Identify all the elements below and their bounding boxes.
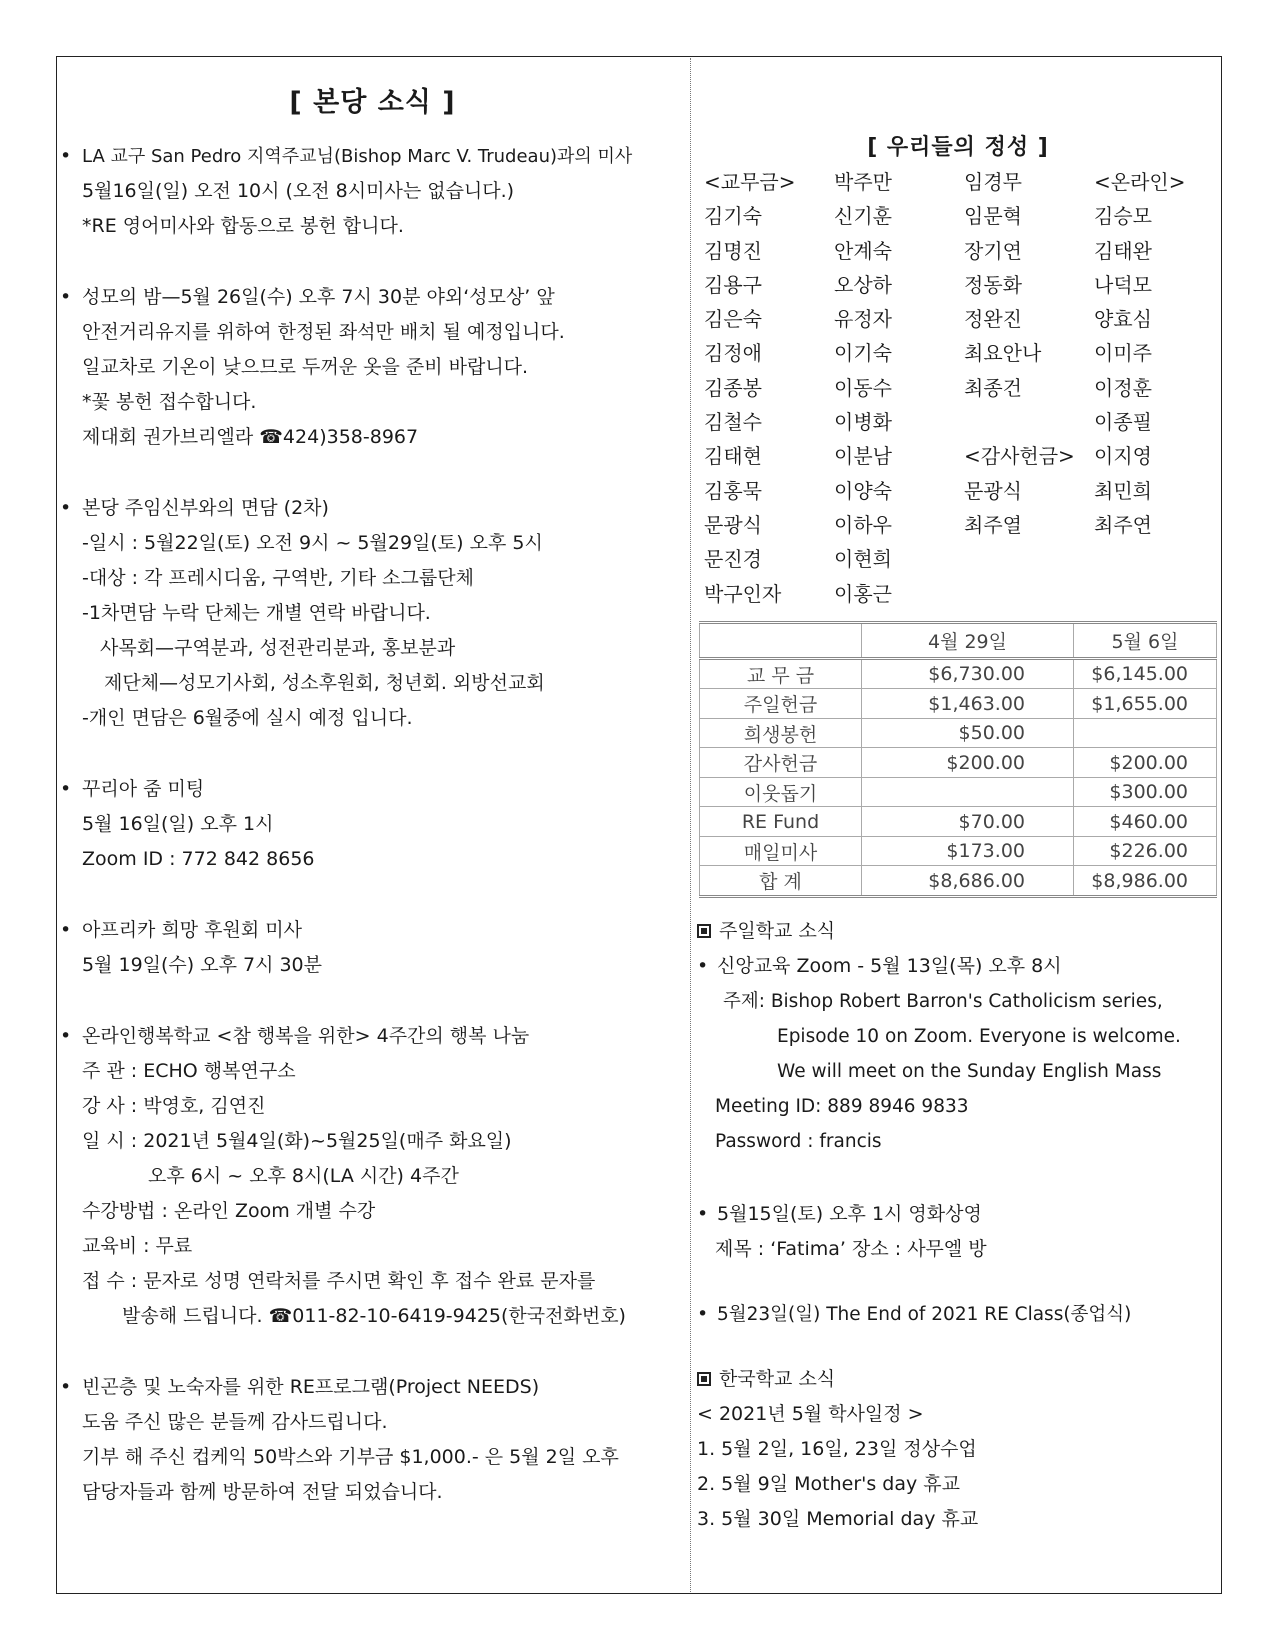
finance-header-cell: 4월 29일 [862,622,1074,658]
news-heading: • LA 교구 San Pedro 지역주교님(Bishop Marc V. Trudeau)과의 미사 [60,139,685,174]
finance-table [699,621,1217,898]
sunday-school-line: Password : francis [715,1130,882,1152]
donor-name: 김홍묵 [704,478,762,503]
offerings-column [697,130,1219,1537]
parish-news-column [60,70,685,1510]
korean-school-line: 2. 5월 9일 Mother's day 휴교 [697,1472,960,1495]
finance-label-cell: 합 계 [700,866,862,897]
news-line: -일시 : 5월22일(토) 오전 9시 ~ 5월29일(토) 오후 5시 [82,532,543,554]
finance-header-cell [700,622,862,658]
news-line: 강 사 : 박영호, 김연진 [82,1095,266,1117]
donor-name: 신기훈 [834,204,892,229]
news-line: 주 관 : ECHO 행복연구소 [82,1060,296,1082]
finance-row [700,689,1217,719]
news-heading: • 본당 주임신부와의 면담 (2차) [60,491,685,526]
donor-name: 이병화 [834,410,892,435]
news-line: 안전거리유지를 위하여 한정된 좌석만 배치 될 예정입니다. [82,321,565,343]
donor-name: 김용구 [704,272,762,297]
news-heading: • 빈곤층 및 노숙자를 위한 RE프로그램(Project NEEDS) [60,1370,685,1405]
donor-name: 최주열 [964,512,1022,537]
donor-name: 이현희 [834,547,892,572]
news-heading: • 성모의 밤—5월 26일(수) 오후 7시 30분 야외‘성모상’ 앞 [60,280,685,315]
donor-name: 문진경 [704,547,762,572]
donor-name: 안계숙 [834,238,892,263]
news-line: 5월 16일(일) 오후 1시 [82,813,274,835]
finance-value-cell: $173.00 [862,836,1074,866]
finance-header-cell: 5월 6일 [1074,622,1217,658]
section-title: 주일학교 소식 [719,919,836,942]
sunday-school-item: • 신앙교육 Zoom - 5월 13일(목) 오후 8시 [697,949,1219,984]
finance-value-cell: $300.00 [1074,777,1217,807]
korean-school-heading [697,1362,1219,1397]
donor-name: 이기숙 [834,341,892,366]
donor-name: <온라인> [1094,170,1186,194]
finance-value-cell: $6,730.00 [862,658,1074,689]
finance-value-cell: $70.00 [862,807,1074,837]
news-line: 일교차로 기온이 낮으므로 두꺼운 옷을 준비 바랍니다. [82,356,529,378]
donor-name: 유정자 [834,307,892,332]
news-happiness-school [60,1019,685,1334]
finance-value-cell: $200.00 [1074,748,1217,778]
news-line: 오후 6시 ~ 오후 8시(LA 시간) 4주간 [148,1165,459,1187]
news-line: 사목회—구역분과, 성전관리분과, 홍보분과 [100,637,456,659]
news-line: 접 수 : 문자로 성명 연락처를 주시면 확인 후 접수 완료 문자를 [82,1270,596,1292]
donor-name: <교무금> [704,170,796,194]
news-marian-night [60,280,685,455]
finance-row [700,866,1217,897]
donor-name: 김태현 [704,444,762,469]
donor-name [964,405,1094,439]
sunday-school-line: 제목 : ‘Fatima’ 장소 : 사무엘 방 [715,1237,987,1260]
donor-name: 이동수 [834,375,892,400]
donor-name: 문광식 [964,478,1022,503]
korean-school-line: 1. 5월 2일, 16일, 23일 정상수업 [697,1437,977,1460]
donor-name: 김태완 [1094,238,1152,263]
news-line: *RE 영어미사와 합동으로 봉헌 합니다. [82,215,404,237]
korean-school-line: 3. 5월 30일 Memorial day 휴교 [697,1507,979,1530]
column-divider [690,58,691,1592]
finance-value-cell: $1,655.00 [1074,689,1217,719]
finance-row [700,836,1217,866]
finance-row [700,807,1217,837]
donor-name [1094,577,1224,611]
donor-name: 오상하 [834,272,892,297]
news-line: 담당자들과 함께 방문하여 전달 되었습니다. [82,1481,443,1503]
donor-name: 이종필 [1094,410,1152,435]
finance-label-cell: 이웃돕기 [700,777,862,807]
square-bullet-icon [697,1372,711,1386]
news-line: 수강방법 : 온라인 Zoom 개별 수강 [82,1200,376,1222]
donor-name: 최종건 [964,375,1022,400]
donor-name: 최민희 [1094,478,1152,503]
finance-label-cell: 희생봉헌 [700,718,862,748]
news-line: 기부 해 주신 컵케익 50박스와 기부금 $1,000.- 은 5월 2일 오후 [82,1446,619,1468]
donor-name: 김기숙 [704,204,762,229]
news-curia-zoom [60,772,685,877]
news-bishop-mass [60,139,685,244]
sunday-school-line: Episode 10 on Zoom. Everyone is welcome. [777,1025,1181,1047]
news-heading: • 꾸리아 줌 미팅 [60,772,685,807]
finance-value-cell: $226.00 [1074,836,1217,866]
finance-row [700,718,1217,748]
donor-name [1094,542,1224,576]
donor-name: 양효심 [1094,307,1152,332]
donor-name: 이홍근 [834,581,892,606]
finance-label-cell: 교 무 금 [700,658,862,689]
finance-value-cell: $460.00 [1074,807,1217,837]
donor-name: 문광식 [704,512,762,537]
donor-name: 이지영 [1094,444,1152,469]
finance-value-cell: $200.00 [862,748,1074,778]
donor-name: 박구인자 [704,581,782,606]
donor-name: 김명진 [704,238,762,263]
news-line: 5월 19일(수) 오후 7시 30분 [82,954,322,976]
section-title: 한국학교 소식 [719,1367,836,1390]
square-bullet-icon [697,924,711,938]
finance-row [700,748,1217,778]
news-line: Zoom ID : 772 842 8656 [82,848,315,870]
donor-name: 이하우 [834,512,892,537]
news-heading: • 아프리카 희망 후원회 미사 [60,913,685,948]
news-pastor-interview [60,491,685,736]
finance-value-cell [1074,718,1217,748]
donor-name: 김은숙 [704,307,762,332]
sunday-school-line: We will meet on the Sunday English Mass [777,1060,1162,1082]
news-line: -1차면담 누락 단체는 개별 연락 바랍니다. [82,602,431,624]
donor-name: 정동화 [964,272,1022,297]
sunday-school-heading [697,914,1219,949]
donor-name: 이미주 [1094,341,1152,366]
finance-value-cell: $50.00 [862,718,1074,748]
news-line: 제단체—성모기사회, 성소후원회, 청년회. 외방선교회 [104,672,545,694]
finance-row [700,777,1217,807]
donor-name: 임문혁 [964,204,1022,229]
news-line: 일 시 : 2021년 5월4일(화)~5월25일(매주 화요일) [82,1130,512,1152]
sunday-school-line: 주제: Bishop Robert Barron's Catholicism series, [723,990,1163,1012]
finance-label-cell: RE Fund [700,807,862,837]
donor-name [964,577,1094,611]
news-line: -개인 면담은 6월중에 실시 예정 입니다. [82,707,413,729]
finance-label-cell: 감사헌금 [700,748,862,778]
news-project-needs [60,1370,685,1510]
donor-name: 김승모 [1094,204,1152,229]
news-line: *꽃 봉헌 접수합니다. [82,391,257,413]
offerings-title: [ 우리들의 정성 ] [867,135,1049,160]
news-heading: • 온라인행복학교 <참 행복을 위한> 4주간의 행복 나눔 [60,1019,685,1054]
news-line: 5월16일(일) 오전 10시 (오전 8시미사는 없습니다.) [82,180,515,202]
donor-name: 박주만 [834,170,892,194]
donor-name [964,542,1094,576]
donor-name: 임경무 [964,170,1022,194]
donor-name: 나덕모 [1094,272,1152,297]
finance-value-cell: $1,463.00 [862,689,1074,719]
donor-name: 김정애 [704,341,762,366]
donor-name: 최요안나 [964,341,1042,366]
news-line: 발송해 드립니다. ☎011-82-10-6419-9425(한국전화번호) [122,1305,626,1327]
finance-header-row [700,622,1217,658]
donor-name: 정완진 [964,307,1022,332]
finance-value-cell: $8,986.00 [1074,866,1217,897]
news-line: 제대회 권가브리엘라 ☎424)358-8967 [82,426,419,448]
korean-school-line: < 2021년 5월 학사일정 > [697,1402,924,1425]
parish-news-title: [ 본당 소식 ] [289,87,456,118]
donor-name: 장기연 [964,238,1022,263]
finance-value-cell [862,777,1074,807]
donor-names-grid [704,165,1219,611]
donor-name: 최주연 [1094,512,1152,537]
finance-row [700,658,1217,689]
sunday-school-item: • 5월23일(일) The End of 2021 RE Class(종업식) [697,1297,1219,1332]
donor-name: 김종봉 [704,375,762,400]
sunday-school-line: Meeting ID: 889 8946 9833 [715,1095,969,1117]
donor-name: 김철수 [704,410,762,435]
finance-label-cell: 주일헌금 [700,689,862,719]
sunday-school-item: • 5월15일(토) 오후 1시 영화상영 [697,1197,1219,1232]
news-line: 교육비 : 무료 [82,1235,193,1257]
news-line: 도움 주신 많은 분들께 감사드립니다. [82,1411,388,1433]
news-africa-mass [60,913,685,983]
donor-name: 이정훈 [1094,375,1152,400]
finance-value-cell: $6,145.00 [1074,658,1217,689]
finance-label-cell: 매일미사 [700,836,862,866]
finance-value-cell: $8,686.00 [862,866,1074,897]
news-line: -대상 : 각 프레시디움, 구역반, 기타 소그룹단체 [82,567,474,589]
donor-name: <감사헌금> [964,444,1075,469]
donor-name: 이분남 [834,444,892,469]
donor-name: 이양숙 [834,478,892,503]
